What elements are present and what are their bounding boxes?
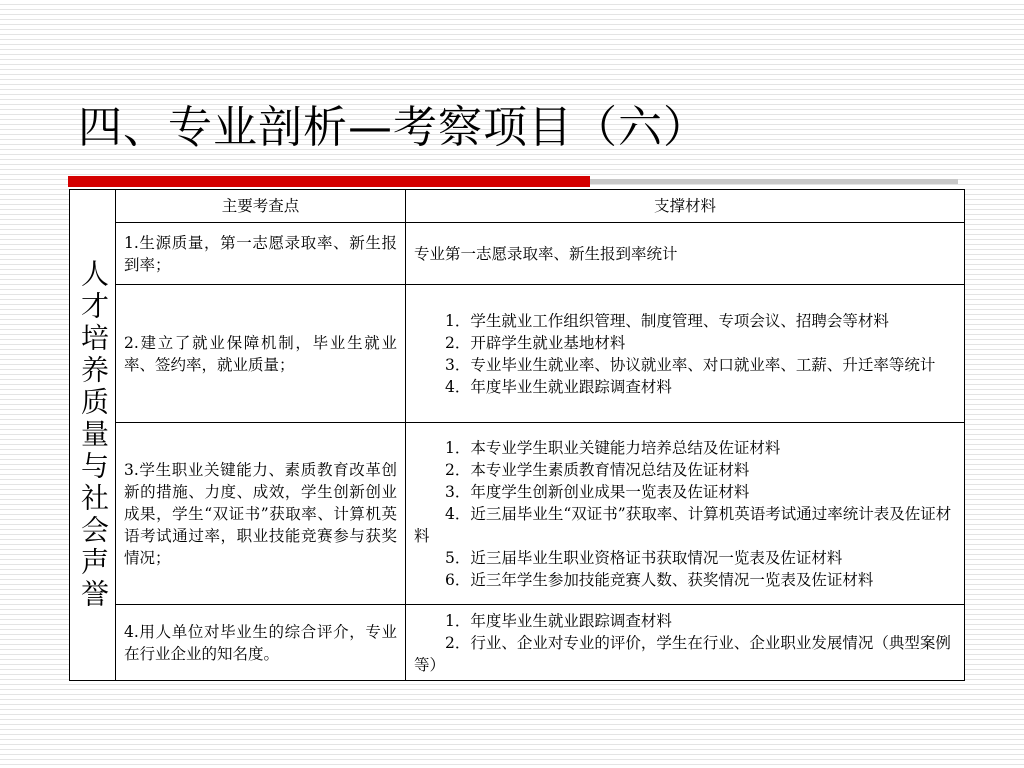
table-header-row (70, 190, 965, 223)
material-item: 2．开辟学生就业基地材料 (445, 333, 626, 352)
table-row (70, 605, 965, 681)
title-accent-bar (68, 176, 958, 187)
row-2-point: 2.建立了就业保障机制，毕业生就业率、签约率，就业质量； (116, 285, 406, 423)
material-item: 1．年度毕业生就业跟踪调查材料 (445, 611, 672, 630)
material-item: 4．近三届毕业生“双证书”获取率、计算机英语考试通过率统计表及佐证材料 (414, 504, 952, 545)
slide-title: 四、专业剖析—考察项目（六） (78, 102, 708, 153)
material-item: 3．专业毕业生就业率、协议就业率、对口就业率、工薪、升迁率等统计 (445, 355, 936, 374)
material-item: 1．学生就业工作组织管理、制度管理、专项会议、招聘会等材料 (445, 311, 889, 330)
material-item: 4．年度毕业生就业跟踪调查材料 (445, 377, 672, 396)
side-label-cell (70, 190, 116, 681)
row-4-point: 4.用人单位对毕业生的综合评介，专业在行业企业的知名度。 (116, 605, 406, 681)
row-1-materials (406, 223, 965, 285)
row-3-point: 3.学生职业关键能力、素质教育改革创新的措施、力度、成效，学生创新创业成果，学生“双证书”获取率、计算机英语考试通过率，职业技能竞赛参与获奖情况； (116, 423, 406, 605)
row-4-materials (406, 605, 965, 681)
table-row (70, 223, 965, 285)
material-item: 2．本专业学生素质教育情况总结及佐证材料 (445, 460, 750, 479)
side-label: 人才培养质量与社会声誉 (77, 259, 110, 611)
row-2-materials (406, 285, 965, 423)
material-item: 5．近三届毕业生职业资格证书获取情况一览表及佐证材料 (445, 548, 843, 567)
header-materials: 支撑材料 (406, 190, 965, 223)
table-row (70, 285, 965, 423)
accent-bar-red (68, 176, 590, 187)
material-item: 6．近三年学生参加技能竞赛人数、获奖情况一览表及佐证材料 (445, 570, 874, 589)
row-3-materials (406, 423, 965, 605)
evaluation-table (69, 189, 965, 681)
material-item: 专业第一志愿录取率、新生报到率统计 (414, 244, 678, 263)
table-row (70, 423, 965, 605)
material-item: 3．年度学生创新创业成果一览表及佐证材料 (445, 482, 750, 501)
material-item: 1．本专业学生职业关键能力培养总结及佐证材料 (445, 438, 781, 457)
material-item: 2．行业、企业对专业的评价，学生在行业、企业职业发展情况（典型案例等） (414, 633, 951, 674)
row-1-point: 1.生源质量，第一志愿录取率、新生报到率； (116, 223, 406, 285)
header-point: 主要考查点 (116, 190, 406, 223)
accent-bar-gray (590, 179, 958, 184)
